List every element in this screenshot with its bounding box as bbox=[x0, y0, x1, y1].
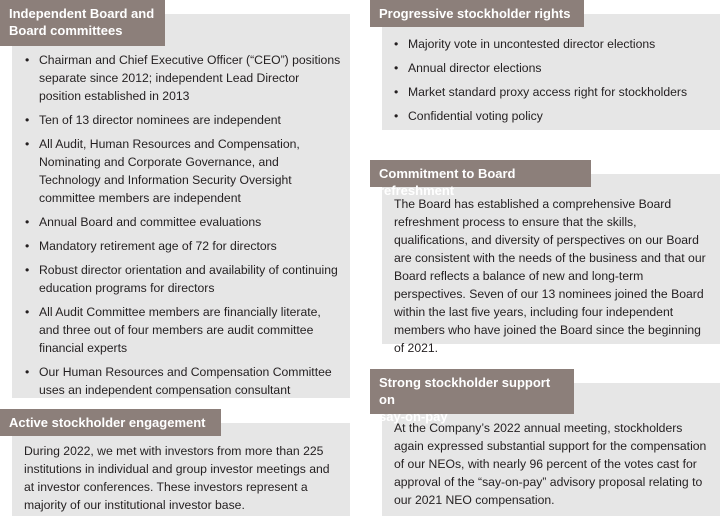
refreshment-text: The Board has established a comprehensive Board refreshment process to ensure that the skills, qualifications, and diversity of perspectives on our Board are consistent with the needs of the business and that our Board reflects a balance of new and long-term perspectives. Seven of our 13 nominees joined the Board within the last five years, including four independent members who have joined the Board since the beginning of 2021. bbox=[394, 197, 706, 355]
sayonpay-title-line1: Strong stockholder support on bbox=[379, 375, 551, 407]
engagement-header bbox=[0, 409, 221, 436]
board-title-line2: Board committees bbox=[9, 23, 123, 38]
board-item-7: • All Audit Committee members are financially literate, and three out of four members are audit committee financial experts bbox=[25, 303, 343, 357]
board-title-line1: Independent Board and bbox=[9, 6, 155, 21]
rights-header bbox=[370, 0, 584, 27]
rights-list bbox=[394, 35, 712, 131]
engagement-text: During 2022, we met with investors from more than 225 institutions in individual and group investor meetings and at investor conferences. These investors represent a majority of our institutional investor base. bbox=[24, 444, 330, 512]
refreshment-title: Commitment to Board refreshment bbox=[379, 166, 516, 198]
refreshment-header bbox=[370, 160, 591, 198]
board-item-8: • Our Human Resources and Compensation Committee uses an independent compensation consultant bbox=[25, 363, 343, 399]
board-header bbox=[0, 0, 165, 46]
rights-item-1: • Majority vote in uncontested director elections bbox=[394, 35, 712, 53]
board-item-6: • Robust director orientation and availability of continuing education programs for directors bbox=[25, 261, 343, 297]
board-item-5: • Mandatory retirement age of 72 for directors bbox=[25, 237, 343, 255]
rights-item-4: • Confidential voting policy bbox=[394, 107, 712, 125]
sayonpay-text: At the Company’s 2022 annual meeting, stockholders again expressed substantial support for the compensation of our NEOs, with nearly 96 percent of the votes cast for approval of the “say-on-pay” advisory proposal relating to our 2021 NEO compensation. bbox=[394, 421, 707, 507]
rights-item-2: • Annual director elections bbox=[394, 59, 712, 77]
rights-item-3: • Market standard proxy access right for stockholders bbox=[394, 83, 712, 101]
board-list bbox=[25, 51, 343, 405]
sayonpay-title-line2: say-on-pay bbox=[379, 409, 448, 424]
rights-title: Progressive stockholder rights bbox=[379, 6, 571, 21]
sayonpay-header bbox=[370, 369, 574, 424]
board-item-3: • All Audit, Human Resources and Compensation, Nominating and Corporate Governance, and Technology and Information Security Oversight committee members are independent bbox=[25, 135, 343, 207]
board-item-1: • Chairman and Chief Executive Officer (“CEO”) positions separate since 2012; independent Lead Director position established in 2013 bbox=[25, 51, 343, 105]
engagement-title: Active stockholder engagement bbox=[9, 415, 206, 430]
board-item-2: • Ten of 13 director nominees are independent bbox=[25, 111, 343, 129]
board-item-4: • Annual Board and committee evaluations bbox=[25, 213, 343, 231]
